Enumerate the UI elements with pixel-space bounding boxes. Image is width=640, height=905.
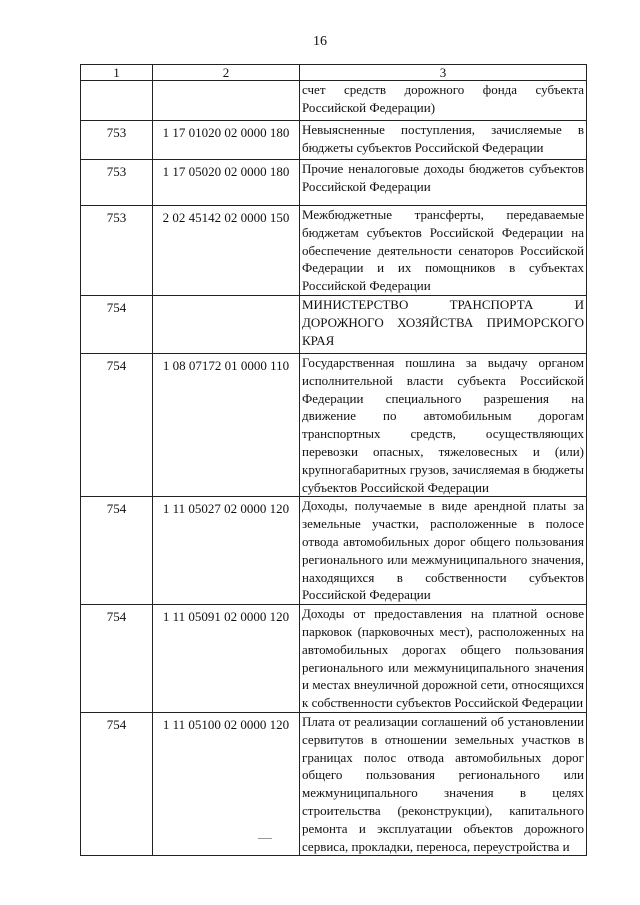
description-cell: Плата от реализации соглашений об установлении сервитутов в отношении земельных участков в границах полос отвода автомобильных дорог общего пользования регионального или межмуниципального значения в целях строительства (реконструкции), капитального ремонта и эксплуатации объектов дорожного сервиса, прокладки, переноса, переустройства и [300, 712, 587, 855]
admin-code-cell: 753 [81, 121, 153, 160]
header-col-1: 1 [81, 65, 153, 81]
kbk-code-cell: 1 08 07172 01 0000 110 [153, 353, 300, 496]
kbk-code-cell: 1 17 05020 02 0000 180 [153, 160, 300, 206]
kbk-code-cell: 1 17 01020 02 0000 180 [153, 121, 300, 160]
admin-code-cell: 754 [81, 497, 153, 605]
kbk-code-cell [153, 295, 300, 353]
table-row [81, 353, 587, 496]
admin-code-cell: 754 [81, 295, 153, 353]
description-cell: Доходы, получаемые в виде арендной платы за земельные участки, расположенные в полосе отвода автомобильных дорог общего пользования регионального или межмуниципального значения, находящихся в собственности субъектов Российской Федерации [300, 497, 587, 605]
table-row [81, 121, 587, 160]
table-row [81, 81, 587, 121]
table-header-row [81, 65, 587, 81]
admin-code-cell [81, 81, 153, 121]
kbk-code-cell [153, 81, 300, 121]
description-cell: счет средств дорожного фонда субъекта Российской Федерации) [300, 81, 587, 121]
table-row [81, 160, 587, 206]
admin-code-cell: 753 [81, 160, 153, 206]
table-row [81, 712, 587, 855]
page-number: 16 [313, 34, 327, 49]
table-row [81, 295, 587, 353]
table-row [81, 206, 587, 296]
header-col-3: 3 [300, 65, 587, 81]
table-row [81, 605, 587, 713]
description-cell: Межбюджетные трансферты, передаваемые бюджетам субъектов Российской Федерации на обеспечение деятельности сенаторов Российской Федерации и их помощников в субъектах Российской Федерации [300, 206, 587, 296]
admin-code-cell: 754 [81, 605, 153, 713]
revenue-codes-table [80, 64, 587, 856]
description-cell: Невыясненные поступления, зачисляемые в бюджеты субъектов Российской Федерации [300, 121, 587, 160]
admin-code-cell: 754 [81, 353, 153, 496]
kbk-code-cell: 1 11 05100 02 0000 120 [153, 712, 300, 855]
scan-mark [258, 838, 272, 839]
kbk-code-cell: 1 11 05091 02 0000 120 [153, 605, 300, 713]
kbk-code-cell: 1 11 05027 02 0000 120 [153, 497, 300, 605]
ministry-heading-cell: МИНИСТЕРСТВО ТРАНСПОРТА И ДОРОЖНОГО ХОЗЯЙСТВА ПРИМОРСКОГО КРАЯ [300, 295, 587, 353]
description-cell: Прочие неналоговые доходы бюджетов субъектов Российской Федерации [300, 160, 587, 206]
table-row [81, 497, 587, 605]
kbk-code-cell: 2 02 45142 02 0000 150 [153, 206, 300, 296]
admin-code-cell: 754 [81, 712, 153, 855]
admin-code-cell: 753 [81, 206, 153, 296]
description-cell: Государственная пошлина за выдачу органом исполнительной власти субъекта Российской Федерации специального разрешения на движение по автомобильным дорогам транспортных средств, осуществляющих перевозки опасных, тяжеловесных и (или) крупногабаритных грузов, зачисляемая в бюджеты субъектов Российской Федерации [300, 353, 587, 496]
header-col-2: 2 [153, 65, 300, 81]
description-cell: Доходы от предоставления на платной основе парковок (парковочных мест), расположенных на автомобильных дорогах общего пользования регионального или межмуниципального значения и местах внеуличной дорожной сети, относящихся к собственности субъектов Российской Федерации [300, 605, 587, 713]
